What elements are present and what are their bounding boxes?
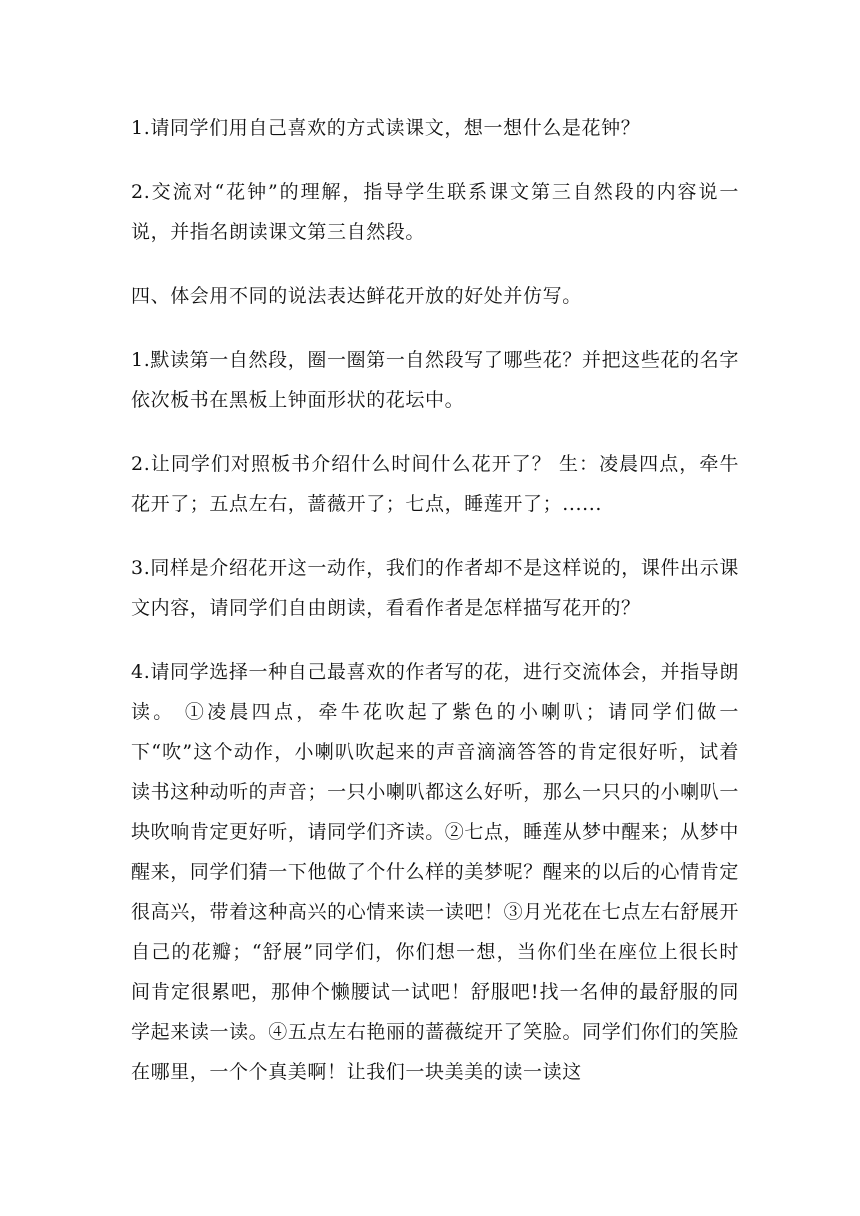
paragraph-favorite-flower: 4.请同学选择一种自己最喜欢的作者写的花，进行交流体会，并指导朗读。 ①凌晨四点，牵牛花吹起了紫色的小喇叭；请同学们做一下“吹”这个动作，小喇叭吹起来的声音滴滴答答的肯定很好听，试着读书这种动听的声音；一只小喇叭都这么好听，那么一只只的小喇叭一块吹响肯定更好听，请同学们齐读。②七点，睡莲从梦中醒来；从梦中醒来，同学们猜一下他做了个什么样的美梦呢？醒来的以后的心情肯定很高兴，带着这种高兴的心情来读一读吧！③月光花在七点左右舒展开自己的花瓣；“舒展”同学们，你们想一想，当你们坐在座位上很长时间肯定很累吧，那伸个懒腰试一试吧！舒服吧!找一名伸的最舒服的同学起来读一读。④五点左右艳丽的蔷薇绽开了笑脸。同学们你们的笑脸在哪里，一个个真美啊！让我们一块美美的读一读这 — [131, 661, 739, 1083]
paragraph-author-description: 3.同样是介绍花开这一动作，我们的作者却不是这样说的，课件出示课文内容，请同学们自由朗读，看看作者是怎样描写花开的？ — [131, 557, 739, 619]
section-heading-four: 四、体会用不同的说法表达鲜花开放的好处并仿写。 — [131, 285, 582, 307]
document-body — [131, 108, 739, 1116]
paragraph-silent-reading: 1.默读第一自然段，圈一圈第一自然段写了哪些花？并把这些花的名字依次板书在黑板上钟面形状的花坛中。 — [131, 349, 739, 411]
paragraph-discuss-flower-clock: 2.交流对“花钟”的理解，指导学生联系课文第三自然段的内容说一说，并指名朗读课文第三自然段。 — [131, 181, 739, 243]
paragraph-read-text-question: 1.请同学们用自己喜欢的方式读课文，想一想什么是花钟？ — [131, 117, 641, 139]
paragraph-board-introduction: 2.让同学们对照板书介绍什么时间什么花开了？ 生：凌晨四点，牵牛花开了；五点左右，蔷薇开了；七点，睡莲开了；...... — [131, 453, 739, 515]
